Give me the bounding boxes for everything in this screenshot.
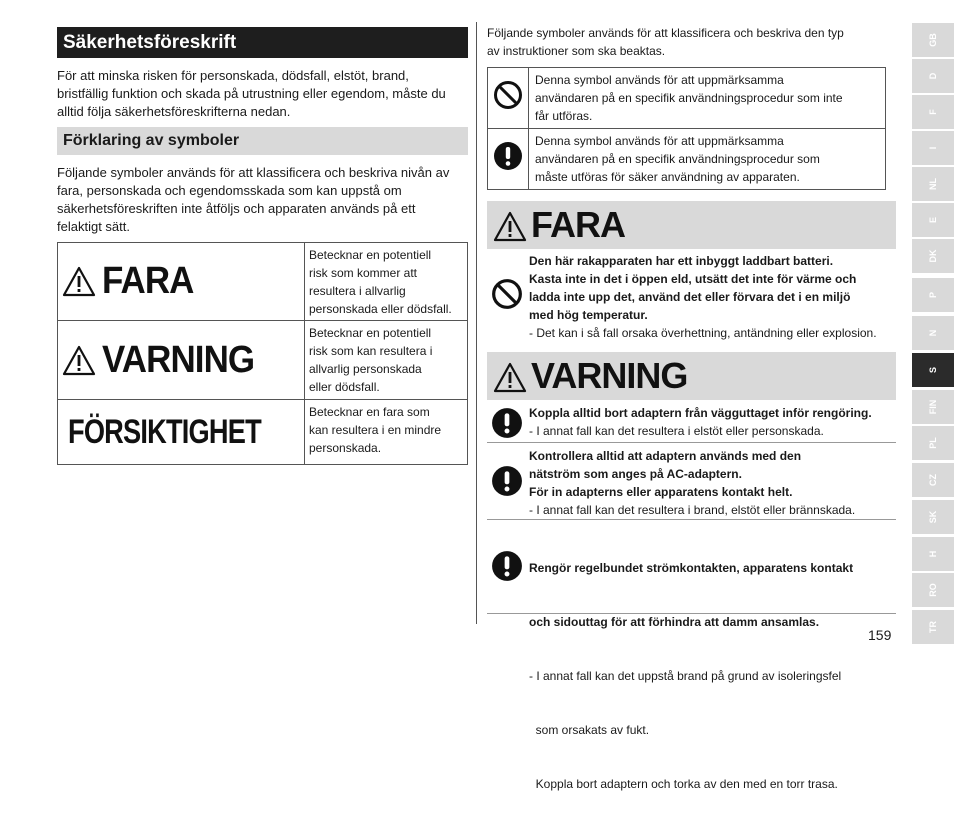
danger-note: - Det kan i så fall orsaka överhettning, antändning eller explosion. [529,326,877,340]
danger-banner [487,201,896,249]
language-tab-e[interactable] [912,203,954,237]
mandatory-icon [491,550,523,582]
language-tab-fin[interactable] [912,390,954,424]
signal-row-warning [58,321,467,400]
language-tab-f[interactable] [912,95,954,129]
language-tab-i[interactable] [912,131,954,165]
symbol-desc-line: får utföras. [535,109,593,123]
tab-label: D [928,72,938,80]
language-tab-tr[interactable] [912,610,954,644]
intro-line: av instruktioner som ska beaktas. [487,44,666,58]
tab-label: FIN [928,399,938,415]
intro-line: säkerhetsföreskriften inte åtföljs och apparaten används på ett [57,201,416,216]
signal-desc-line: personskada. [309,441,382,455]
item-separator [487,519,896,520]
page-number: 159 [868,627,892,643]
intro-line: Följande symboler används för att klassificera och beskriva den typ [487,26,844,40]
warning-note: som orsakats av fukt. [529,723,650,737]
signal-word: VARNING [102,338,255,381]
mandatory-icon [491,407,523,439]
danger-item [487,252,896,342]
language-tab-n[interactable] [912,316,954,350]
warning-word: VARNING [531,355,688,396]
warning-triangle-icon [493,211,527,242]
tab-label: PL [928,437,938,449]
danger-text-line: Den här rakapparaten har ett inbyggt laddbart batteri. [529,254,834,268]
tab-label: F [928,109,938,115]
language-tab-s[interactable] [912,353,954,387]
language-tab-sk[interactable] [912,500,954,534]
intro-line: felaktigt sätt. [57,219,130,234]
warning-triangle-icon [62,266,96,297]
warning-note: - I annat fall kan det resultera i elstöt eller personskada. [529,424,824,438]
language-tab-d[interactable] [912,59,954,93]
symbol-desc-line: måste utföras för säker användning av apparaten. [535,170,800,184]
item-separator [487,442,896,443]
warning-banner [487,352,896,400]
warning-triangle-icon [62,345,96,376]
item-separator [487,613,896,614]
language-tab-pl[interactable] [912,426,954,460]
tab-label: TR [928,621,938,633]
symbol-desc-line: användaren på en specifik användningsprocedur som [535,152,820,166]
warning-note: Koppla bort adaptern och torka av den med en torr trasa. [529,777,838,791]
tab-label: N [928,329,938,337]
symbol-row-mandatory [488,129,885,189]
language-tab-p[interactable] [912,278,954,312]
warning-note: - I annat fall kan det resultera i brand, elstöt eller brännskada. [529,503,856,517]
symbols-intro-paragraph [57,164,467,236]
intro-line: Följande symboler används för att klassificera och beskriva nivån av [57,165,450,180]
tab-label: DK [928,249,938,263]
instruction-symbol-table [487,67,886,190]
warning-note: - I annat fall kan det uppstå brand på grund av isoleringsfel [529,669,842,683]
language-tab-gb[interactable] [912,23,954,57]
signal-desc-line: Betecknar en potentiell [309,326,432,340]
warning-item [487,404,896,440]
mandatory-icon [491,465,523,497]
danger-text-line: ladda inte upp det, använd det eller förvara det i en miljö [529,290,851,304]
language-tab-dk[interactable] [912,239,954,273]
signal-desc-line: personskada eller dödsfall. [309,302,452,316]
tab-label: CZ [928,474,938,486]
symbols-subheading: Förklaring av symboler [57,127,468,155]
symbol-desc-line: Denna symbol används för att uppmärksamma [535,73,784,87]
intro-line: fara, personskada och egendomsskada som kan uppstå om [57,183,402,198]
signal-row-caution [58,400,467,464]
signal-desc-line: eller dödsfall. [309,380,380,394]
signal-desc-line: risk som kan resultera i [309,344,433,358]
language-tab-h[interactable] [912,537,954,571]
symbol-desc-line: användaren på en specifik användningsprocedur som inte [535,91,843,105]
language-tab-cz[interactable] [912,463,954,497]
signal-desc-line: resultera i allvarlig [309,284,406,298]
tab-label: E [928,216,938,224]
instruction-intro [487,24,892,60]
signal-desc-line: Betecknar en fara som [309,405,430,419]
warning-text-line: Kontrollera alltid att adaptern används med den [529,449,802,463]
language-tab-nl[interactable] [912,167,954,201]
tab-label: NL [928,178,938,190]
intro-line: bristfällig funktion och skada på utrustning eller egendom, måste du [57,86,446,101]
column-divider [476,22,477,624]
tab-label: S [928,366,938,374]
danger-word: FARA [531,204,625,245]
tab-label: RO [928,583,938,597]
signal-row-danger [58,243,467,321]
intro-paragraph [57,67,467,121]
tab-label: I [928,146,938,150]
signal-word: FÖRSIKTIGHET [68,412,261,451]
signal-word: FARA [102,260,194,302]
signal-desc-line: allvarlig personskada [309,362,422,376]
danger-text-line: Kasta inte in det i öppen eld, utsätt det inte för värme och [529,272,857,286]
signal-desc-line: kan resultera i en mindre [309,423,442,437]
mandatory-icon [493,141,523,171]
tab-label: H [928,550,938,558]
tab-label: SK [928,510,938,524]
warning-text-line: Rengör regelbundet strömkontakten, apparatens kontakt [529,561,854,575]
warning-text-line: nätström som anges på AC-adaptern. [529,467,742,481]
intro-line: För att minska risken för personskada, dödsfall, elstöt, brand, [57,68,409,83]
warning-text-line: Koppla alltid bort adaptern från vägguttaget inför rengöring. [529,406,872,420]
tab-label: GB [928,33,938,47]
tab-label: P [928,291,938,299]
warning-triangle-icon [493,362,527,393]
warning-text-line: och sidouttag för att förhindra att damm ansamlas. [529,615,820,629]
warning-item [487,447,896,519]
danger-text-line: med hög temperatur. [529,308,648,322]
intro-line: alltid följa säkerhetsföreskrifterna nedan. [57,104,291,119]
prohibition-icon [493,80,523,110]
prohibition-icon [491,278,523,310]
symbol-row-prohibition [488,68,885,129]
section-title: Säkerhetsföreskrift [57,27,468,58]
signal-desc-line: Betecknar en potentiell [309,248,432,262]
signal-desc-line: risk som kommer att [309,266,418,280]
warning-text-line: För in adapterns eller apparatens kontakt helt. [529,485,793,499]
language-tab-ro[interactable] [912,573,954,607]
symbol-desc-line: Denna symbol används för att uppmärksamma [535,134,784,148]
signal-word-table [57,242,468,465]
